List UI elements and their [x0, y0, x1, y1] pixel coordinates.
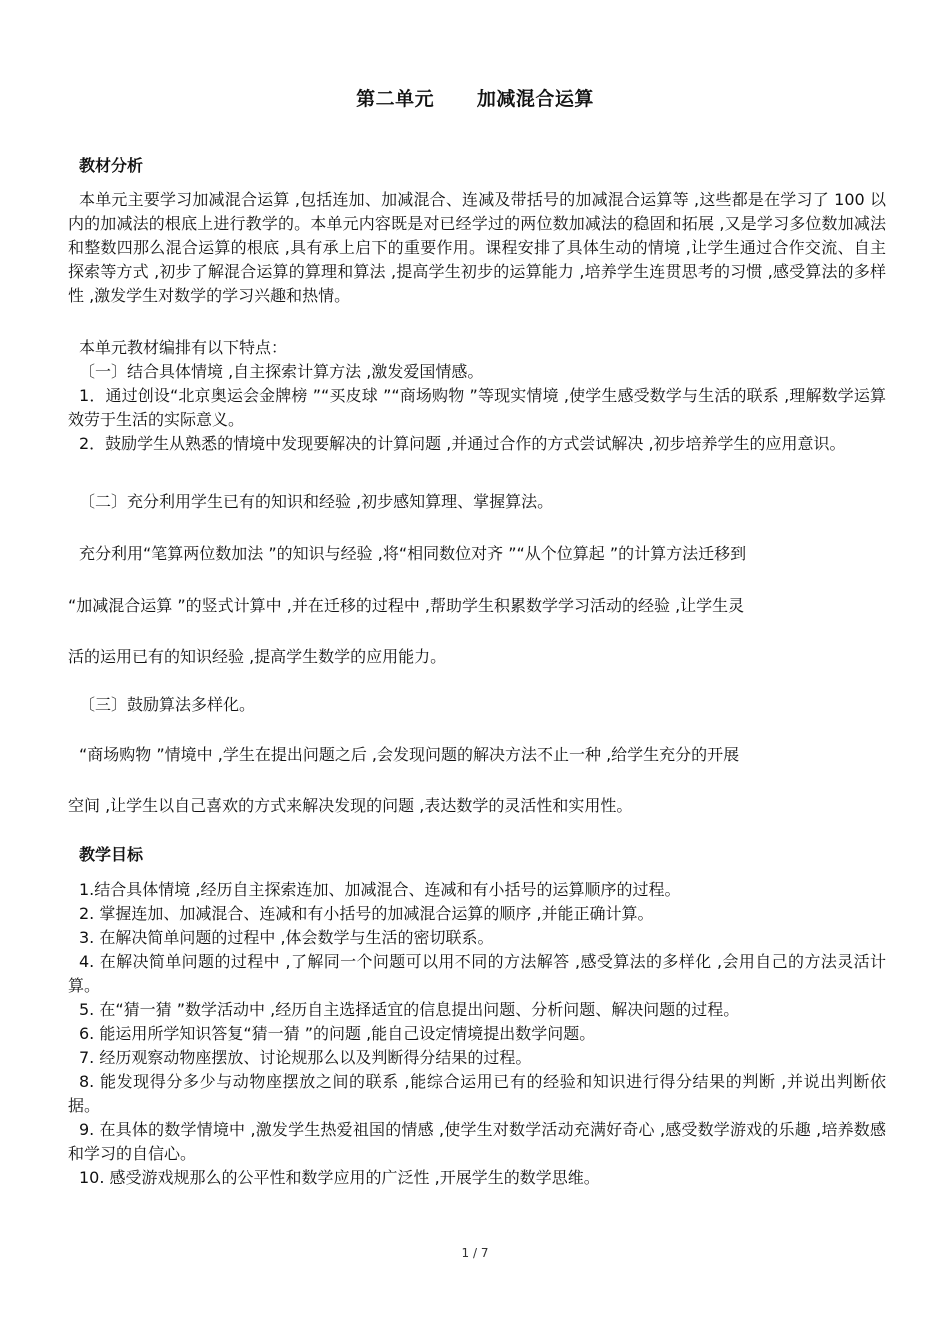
goal-item: 3. 在解决简单问题的过程中 ,体会数学与生活的密切联系。	[79, 928, 494, 947]
goal-item: 2. 掌握连加、加减混合、连减和有小括号的加减混合运算的顺序 ,并能正确计算。	[79, 904, 654, 923]
feature-1-item-1: 1．通过创设“北京奥运会金牌榜 ”“买皮球 ”“商场购物 ”等现实情境 ,使学生感受数学与生活的联系 ,理解数学运算效劳于生活的实际意义。	[68, 386, 886, 429]
section-heading-goals: 教学目标	[79, 845, 144, 864]
feature-3-line-1: “商场购物 ”情境中 ,学生在提出问题之后 ,会发现问题的解决方法不止一种 ,给学生充分的开展	[79, 745, 740, 764]
goal-item: 6. 能运用所学知识答复“猜一猜 ”的问题 ,能自己设定情境提出数学问题。	[79, 1024, 596, 1043]
goal-item: 8. 能发现得分多少与动物座摆放之间的联系 ,能综合运用已有的经验和知识进行得分结果的判断 ,并说出判断依据。	[68, 1072, 886, 1115]
page-title: 第二单元 加减混合运算	[356, 88, 594, 110]
goal-item: 1.结合具体情境 ,经历自主探索连加、加减混合、连减和有小括号的运算顺序的过程。	[79, 880, 681, 899]
goal-item: 10. 感受游戏规那么的公平性和数学应用的广泛性 ,开展学生的数学思维。	[79, 1168, 600, 1187]
section-heading-analysis: 教材分析	[79, 156, 144, 175]
goal-item: 7. 经历观察动物座摆放、讨论规那么以及判断得分结果的过程。	[79, 1048, 532, 1067]
goal-item: 5. 在“猜一猜 ”数学活动中 ,经历自主选择适宜的信息提出问题、分析问题、解决问题的过程。	[79, 1000, 740, 1019]
goal-item: 4. 在解决简单问题的过程中 ,了解同一个问题可以用不同的方法解答 ,感受算法的多样化 ,会用自己的方法灵活计算。	[68, 952, 886, 995]
features-intro: 本单元教材编排有以下特点：	[79, 338, 288, 357]
intro-paragraph: 本单元主要学习加减混合运算 ,包括连加、加减混合、连减及带括号的加减混合运算等 ,这些都是在学习了 100 以内的加减法的根底上进行教学的。本单元内容既是对已经学过的两位数加减法的稳固和拓展 ,又是学习多位数加减法和整数四那么混合运算的根底 ,具有承上启下的重要作用。课程安排了具体生动的情境 ,让学生通过合作交流、自主探索等方式 ,初步了解混合运算的算理和算法 ,提高学生初步的运算能力 ,培养学生连贯思考的习惯 ,感受算法的多样性 ,激发学生对数学的学习兴趣和热情。	[68, 190, 886, 305]
feature-1-item-2: 2．鼓励学生从熟悉的情境中发现要解决的计算问题 ,并通过合作的方式尝试解决 ,初步培养学生的应用意识。	[79, 434, 846, 453]
feature-2-line-1: 充分利用“笔算两位数加法 ”的知识与经验 ,将“相同数位对齐 ”“从个位算起 ”的计算方法迁移到	[79, 544, 747, 563]
feature-2-line-3: 活的运用已有的知识经验 ,提高学生数学的应用能力。	[68, 647, 447, 666]
feature-3-title: 〔三〕鼓励算法多样化。	[79, 695, 256, 714]
feature-1-title: 〔一〕结合具体情境 ,自主探索计算方法 ,激发爱国情感。	[79, 362, 484, 381]
goal-item: 9. 在具体的数学情境中 ,激发学生热爱祖国的情感 ,使学生对数学活动充满好奇心 ,感受数学游戏的乐趣 ,培养数感和学习的自信心。	[68, 1120, 886, 1163]
page-number: 1 / 7	[461, 1246, 489, 1260]
feature-3-line-2: 空间 ,让学生以自己喜欢的方式来解决发现的问题 ,表达数学的灵活性和实用性。	[68, 796, 633, 815]
feature-2-line-2: “加减混合运算 ”的竖式计算中 ,并在迁移的过程中 ,帮助学生积累数学学习活动的经验 ,让学生灵	[68, 596, 745, 615]
feature-2-title: 〔二〕充分利用学生已有的知识和经验 ,初步感知算理、掌握算法。	[79, 492, 554, 511]
